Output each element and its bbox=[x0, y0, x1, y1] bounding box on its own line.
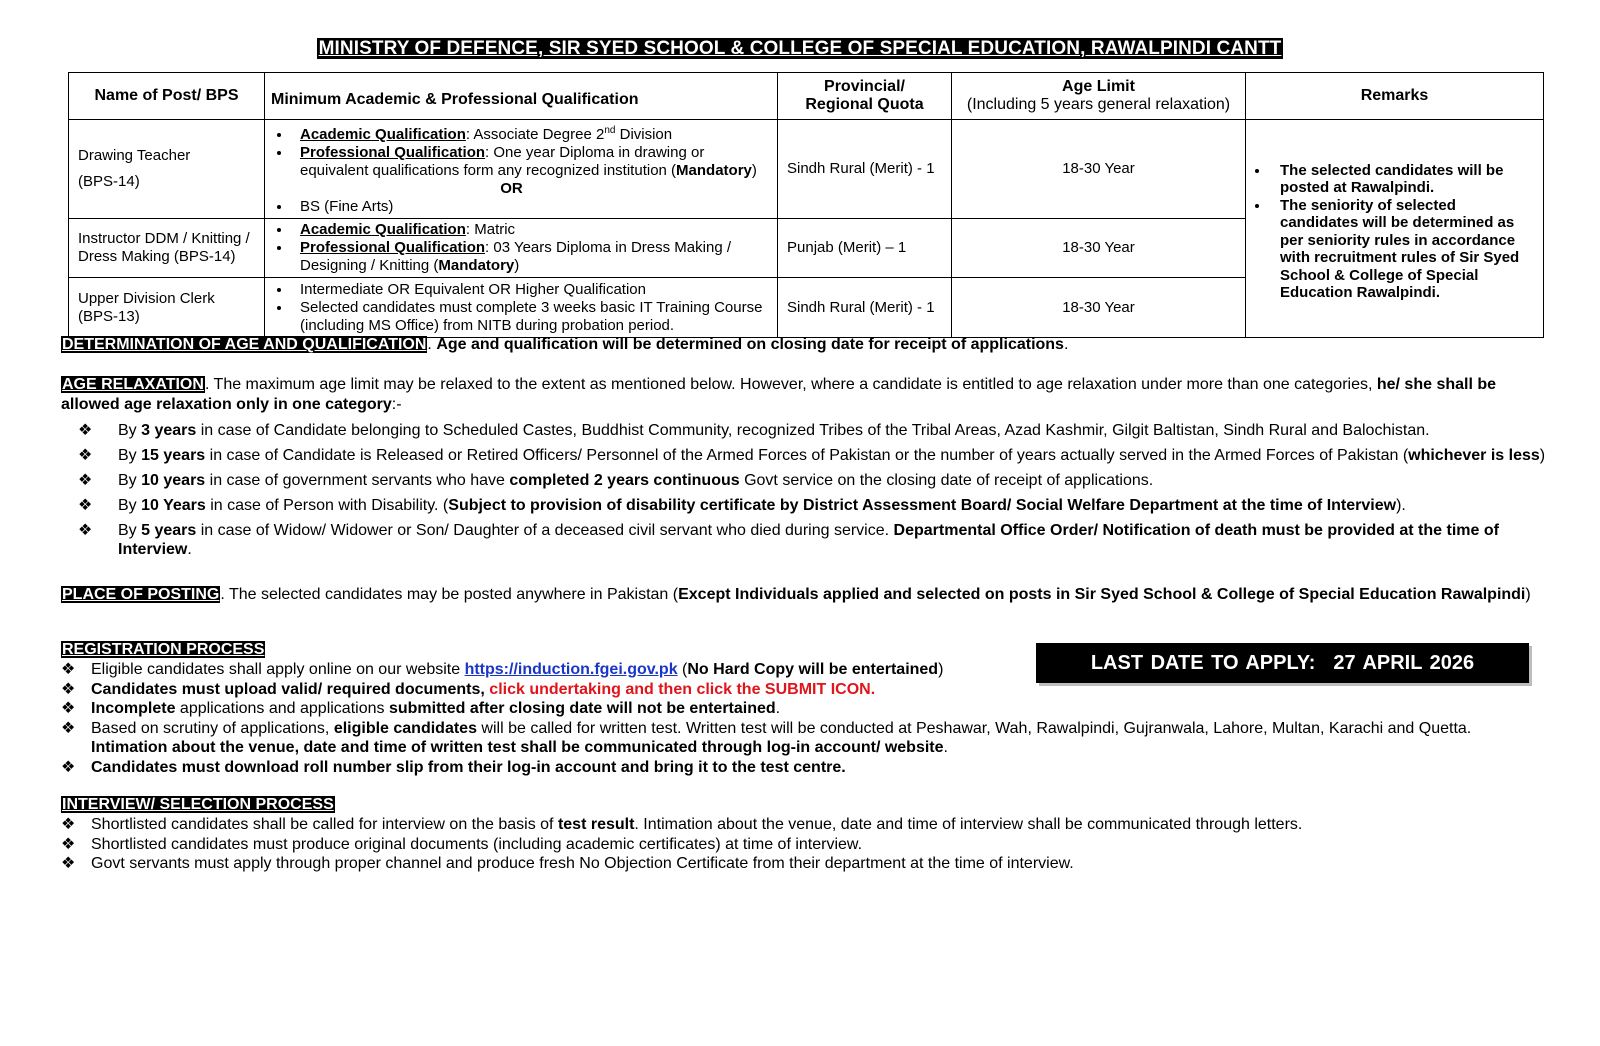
post-cell: Drawing Teacher (BPS-14) bbox=[69, 120, 265, 219]
table-row bbox=[69, 120, 1544, 219]
list-item: ❖ By 15 years in case of Candidate is Released or Retired Officers/ Personnel of the Armed Forces of Pakistan or the number of years actually served in the Armed Forces of Pakistan (whichever is less) bbox=[78, 447, 1546, 464]
last-date-banner bbox=[1036, 643, 1529, 683]
qualification-item: • Academic Qualification: Associate Degree 2nd Division bbox=[292, 122, 768, 144]
qualification-item: • Academic Qualification: Matric bbox=[292, 221, 768, 239]
last-date-label: LAST DATE TO APPLY: bbox=[1090, 651, 1316, 674]
list-item: ❖ Candidates must upload valid/ required documents, click undertaking and then click the SUBMIT ICON. bbox=[61, 680, 876, 698]
or-separator: OR bbox=[500, 180, 523, 197]
diamond-bullet-icon: ❖ bbox=[61, 816, 76, 833]
header-qualification: Minimum Academic & Professional Qualification bbox=[265, 73, 778, 120]
qualification-item: • Selected candidates must complete 3 weeks basic IT Training Course (including MS Office) from NITB during probation period. bbox=[292, 299, 768, 335]
post-cell: Instructor DDM / Knitting / Dress Making (BPS-14) bbox=[69, 219, 265, 278]
determination-heading: DETERMINATION OF AGE AND QUALIFICATION bbox=[62, 336, 427, 353]
diamond-bullet-icon: ❖ bbox=[61, 855, 76, 872]
list-item: ❖ Shortlisted candidates must produce original documents (including academic certificates) at time of interview. bbox=[61, 835, 863, 853]
list-item: ❖ Candidates must download roll number slip from their log-in account and bring it to the test centre. bbox=[61, 758, 846, 776]
remark-item: • The seniority of selected candidates will be determined as per seniority rules in accordance with recruitment rules of Sir Syed School & College of Special Education Rawalpindi. bbox=[1270, 197, 1533, 302]
diamond-bullet-icon: ❖ bbox=[61, 700, 76, 717]
posting-heading: PLACE OF POSTING bbox=[62, 586, 220, 603]
diamond-bullet-icon: ❖ bbox=[78, 447, 93, 464]
post-cell: Upper Division Clerk (BPS-13) bbox=[69, 278, 265, 338]
header-remarks: Remarks bbox=[1246, 73, 1544, 120]
qualification-cell bbox=[265, 278, 778, 338]
diamond-bullet-icon: ❖ bbox=[61, 835, 76, 853]
age-relaxation-intro: AGE RELAXATION. The maximum age limit may be relaxed to the extent as mentioned below. However, where a candidate is entitled to age relaxation under more than one categories, he/ she shall be allowed age relaxation only in one category:- bbox=[61, 376, 1497, 413]
age-relaxation-heading: AGE RELAXATION bbox=[62, 376, 204, 393]
diamond-bullet-icon: ❖ bbox=[78, 497, 93, 514]
list-item: ❖ Govt servants must apply through proper channel and produce fresh No Objection Certificate from their department at the time of interview. bbox=[61, 855, 1074, 872]
determination-text: Age and qualification will be determined on closing date for receipt of applications bbox=[436, 336, 1064, 353]
qualification-cell bbox=[265, 219, 778, 278]
quota-cell: Punjab (Merit) – 1 bbox=[778, 219, 952, 278]
page-title bbox=[0, 38, 1600, 60]
age-cell: 18-30 Year bbox=[952, 120, 1246, 219]
age-relaxation-section bbox=[61, 375, 1546, 565]
list-item: ❖ By 5 years in case of Widow/ Widower or Son/ Daughter of a deceased civil servant who died during service. Departmental Office Order/ Notification of death must be provided at the time of Interview. bbox=[78, 522, 1499, 558]
list-item: ❖ Incomplete applications and applications submitted after closing date will not be entertained. bbox=[61, 700, 781, 717]
age-relaxation-list bbox=[61, 421, 1546, 559]
age-cell: 18-30 Year bbox=[952, 278, 1246, 338]
header-quota: Provincial/ Regional Quota bbox=[778, 73, 952, 120]
induction-website-link[interactable]: https://induction.fgei.gov.pk bbox=[464, 661, 678, 678]
list-item: ❖ By 10 Years in case of Person with Disability. (Subject to provision of disability certificate by District Assessment Board/ Social Welfare Department at the time of Interview). bbox=[78, 497, 1406, 514]
quota-cell: Sindh Rural (Merit) - 1 bbox=[778, 278, 952, 338]
qualification-item: • Professional Qualification: One year Diploma in drawing or equivalent qualifications form any recognized institution (Mandatory) bbox=[292, 144, 768, 180]
diamond-bullet-icon: ❖ bbox=[78, 472, 93, 489]
list-item: ❖ By 10 years in case of government servants who have completed 2 years continuous Govt service on the closing date of receipt of applications. bbox=[78, 472, 1154, 489]
remarks-cell bbox=[1246, 120, 1544, 338]
interview-section bbox=[61, 795, 1546, 874]
last-date-value: 27 APRIL 2026 bbox=[1333, 651, 1475, 674]
posting-section: PLACE OF POSTING. The selected candidates may be posted anywhere in Pakistan (Except Individuals applied and selected on posts in Sir Syed School & College of Special Education Rawalpindi) bbox=[62, 586, 1531, 603]
list-item: ❖ Shortlisted candidates shall be called for interview on the basis of test result. Intimation about the venue, date and time of interview shall be communicated through letters. bbox=[61, 816, 1303, 833]
diamond-bullet-icon: ❖ bbox=[78, 522, 93, 539]
page-title-text: MINISTRY OF DEFENCE, SIR SYED SCHOOL & COLLEGE OF SPECIAL EDUCATION, RAWALPINDI CANTT bbox=[318, 38, 1282, 59]
registration-heading: REGISTRATION PROCESS bbox=[62, 641, 265, 658]
header-post: Name of Post/ BPS bbox=[69, 73, 265, 120]
diamond-bullet-icon: ❖ bbox=[78, 422, 93, 439]
list-item: ❖ Eligible candidates shall apply online on our website https://induction.fgei.gov.pk (No Hard Copy will be entertained) bbox=[61, 661, 944, 678]
list-item: ❖ By 3 years in case of Candidate belonging to Scheduled Castes, Buddhist Community, recognized Tribes of the Tribal Areas, Azad Kashmir, Gilgit Baltistan, Sindh Rural and Balochistan. bbox=[78, 422, 1430, 439]
diamond-bullet-icon: ❖ bbox=[61, 661, 76, 678]
qualification-item: • BS (Fine Arts) bbox=[292, 198, 768, 216]
diamond-bullet-icon: ❖ bbox=[61, 719, 76, 737]
interview-list bbox=[61, 815, 1546, 874]
interview-heading: INTERVIEW/ SELECTION PROCESS bbox=[62, 796, 334, 813]
qualification-cell bbox=[265, 120, 778, 219]
quota-cell: Sindh Rural (Merit) - 1 bbox=[778, 120, 952, 219]
header-age: Age Limit (Including 5 years general relaxation) bbox=[952, 73, 1246, 120]
posts-table bbox=[68, 72, 1544, 338]
list-item: ❖ Based on scrutiny of applications, eligible candidates will be called for written test. Written test will be conducted at Peshawar, Wah, Rawalpindi, Gujranwala, Lahore, Multan, Karachi and Quetta. Intimation about the venue, date and time of written test shall be communicated through log-in account/ website. bbox=[61, 719, 1472, 756]
qualification-item: • Intermediate OR Equivalent OR Higher Qualification bbox=[292, 281, 768, 299]
diamond-bullet-icon: ❖ bbox=[61, 680, 76, 698]
table-header-row bbox=[69, 73, 1544, 120]
determination-section: DETERMINATION OF AGE AND QUALIFICATION. Age and qualification will be determined on closing date for receipt of applications. bbox=[62, 336, 1069, 353]
remark-item: • The selected candidates will be posted at Rawalpindi. bbox=[1270, 162, 1533, 197]
qualification-item: • Professional Qualification: 03 Years Diploma in Dress Making / Designing / Knitting (Mandatory) bbox=[292, 239, 768, 275]
diamond-bullet-icon: ❖ bbox=[61, 758, 76, 776]
age-cell: 18-30 Year bbox=[952, 219, 1246, 278]
